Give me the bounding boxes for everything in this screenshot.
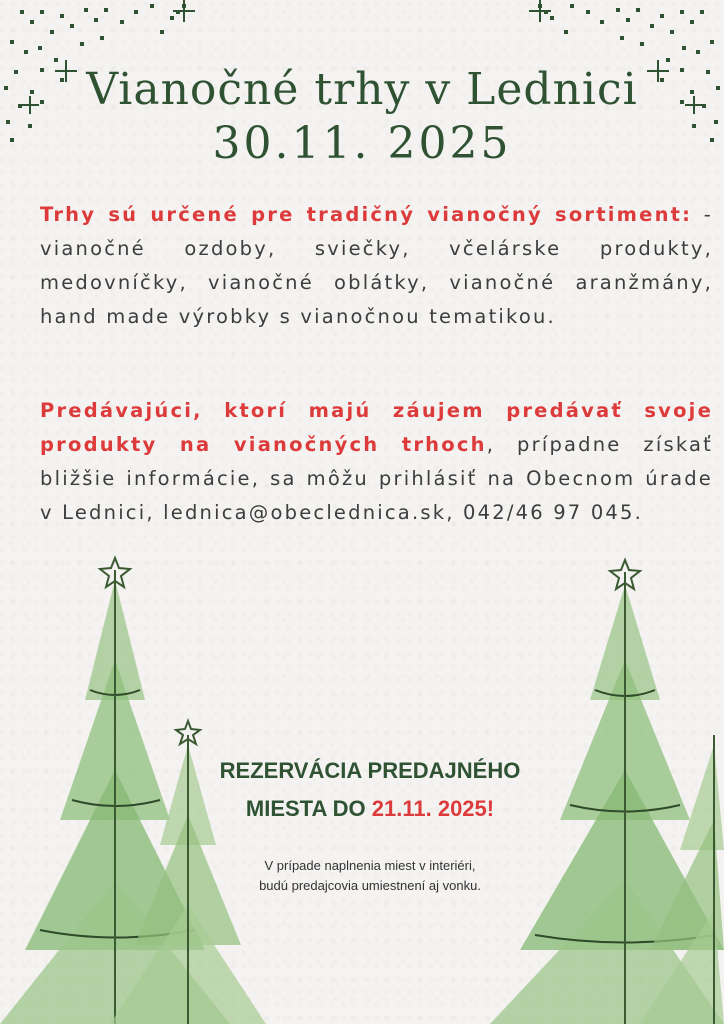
- christmas-tree-right-small: [640, 710, 724, 1024]
- reservation-notice: [180, 752, 560, 828]
- event-date: 30.11. 2025: [212, 118, 512, 169]
- sellers-body: , prípadne získať bližšie informácie, sa môžu prihlásiť na Obecnom úrade v Lednici, lednica@obeclednica.sk, 042/46 97 045.: [40, 433, 713, 524]
- reservation-line-1: REZERVÁCIA PREDAJNÉHO: [219, 758, 521, 783]
- note-line-2: budú predajcovia umiestnení aj vonku.: [259, 878, 481, 893]
- assortment-heading: Trhy sú určené pre tradičný vianočný sortiment:: [40, 203, 693, 226]
- placement-note: [200, 856, 540, 896]
- note-line-1: V prípade naplnenia miest v interiéri,: [264, 858, 476, 873]
- page-title: Vianočné trhy v Lednici: [86, 64, 638, 115]
- reservation-deadline: 21.11. 2025!: [371, 796, 495, 821]
- reservation-prefix: MIESTA DO: [245, 796, 372, 821]
- sellers-paragraph: [40, 394, 713, 530]
- assortment-body: -vianočné ozdoby, sviečky, včelárske produkty, medovníčky, vianočné oblátky, vianočné aranžmány, hand made výrobky s vianočnou tematikou.: [40, 203, 713, 328]
- assortment-paragraph: [40, 198, 713, 334]
- reservation-line-2: [180, 790, 560, 828]
- sellers-heading: Predávajúci, ktorí majú záujem predávať svoje produkty na vianočných trhoch: [40, 399, 713, 456]
